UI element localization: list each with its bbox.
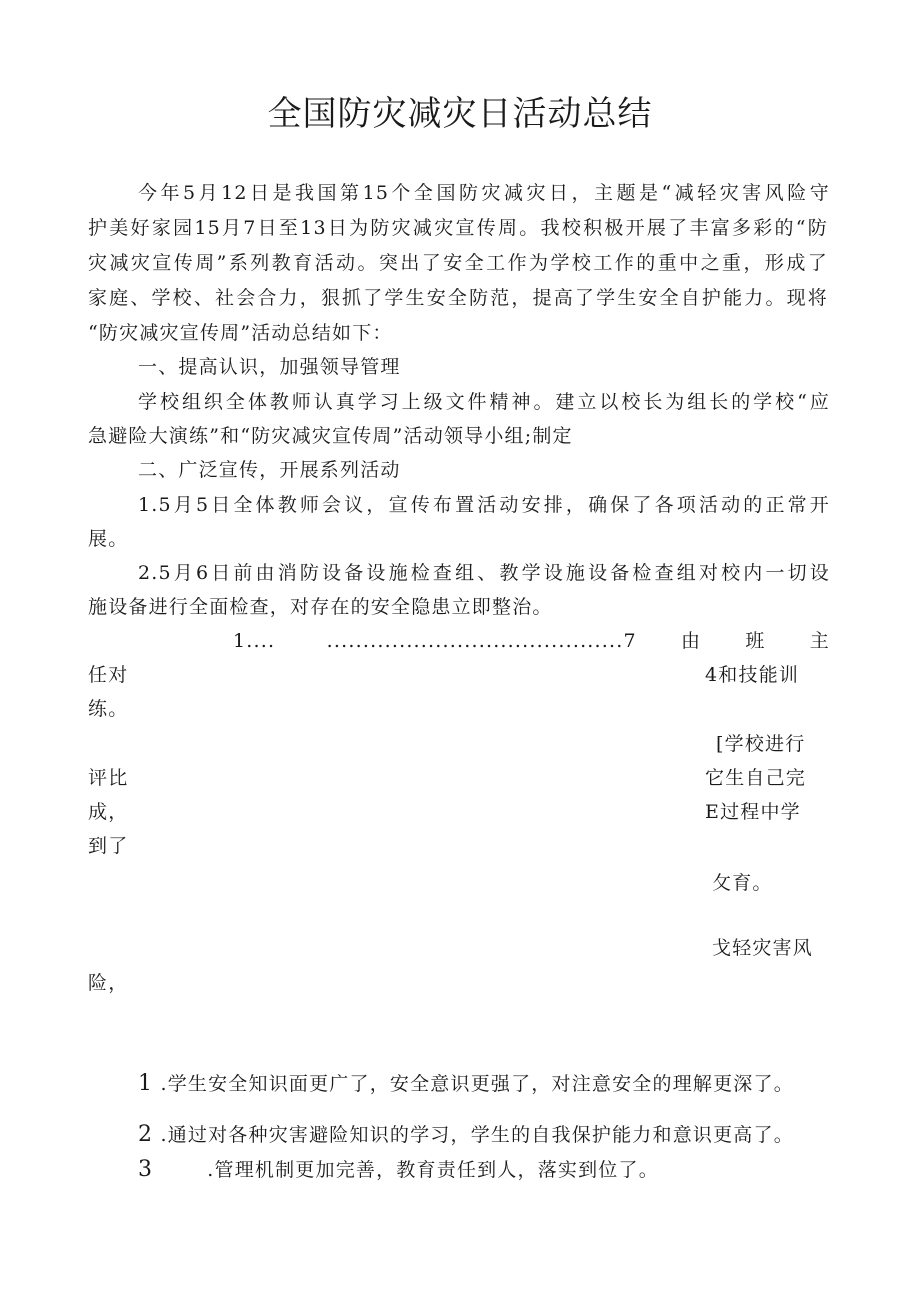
result-text-3: .管理机制更加完善，教育责任到人，落实到位了。: [207, 1159, 659, 1181]
result-number-2: 2: [138, 1122, 154, 1147]
section2-item2-line-1: 2.5月6日前由消防设备设施检查组、教学设施设备检查组对校内一切设: [138, 562, 830, 584]
fragment-right-5: E过程中学: [705, 801, 801, 823]
result-text-1: .学生安全知识面更广了，安全意识更强了，对注意安全的理解更深了。: [160, 1073, 794, 1095]
result-item-2: [138, 1123, 794, 1147]
intro-line-5: “防灾减灾宣传周”活动总结如下：: [88, 322, 393, 344]
fragment-right-7: 攵育。: [712, 872, 773, 894]
document-title: 全国防灾减灾日活动总结: [267, 94, 653, 134]
toc-fragment-line: 1.... .........................................7由班主: [233, 630, 830, 652]
fragment-right-1: 4和技能训: [705, 664, 800, 686]
fragment-left-1: 任对: [88, 664, 129, 686]
fragment-left-5: 成，: [88, 801, 129, 823]
intro-line-3: 灾减灾宣传周”系列教育活动。突出了安全工作为学校工作的重中之重，形成了: [88, 252, 828, 274]
section2-item1-line-1: 1.5月5日全体教师会议，宣传布置活动安排，确保了各项活动的正常开: [138, 494, 830, 516]
fragment-left-6: 到了: [88, 835, 129, 857]
intro-line-4: 家庭、学校、社会合力，狠抓了学生安全防范，提高了学生安全自护能力。现将: [88, 287, 828, 309]
fragment-left-9: 险，: [88, 972, 129, 994]
fragment-left-4: 评比: [88, 767, 129, 789]
section2-item2-line-2: 施设备进行全面检查，对存在的安全隐患立即整治。: [88, 596, 553, 618]
intro-line-1: 今年5月12日是我国第15个全国防灾减灾日，主题是“减轻灾害风险守: [138, 182, 830, 204]
result-number-3: 3: [138, 1157, 154, 1182]
result-item-3: [138, 1158, 659, 1182]
fragment-right-4: 它生自己完: [705, 767, 807, 789]
intro-line-2: 护美好家园15月7日至13日为防灾减灾宣传周。我校积极开展了丰富多彩的“防: [88, 217, 828, 239]
result-text-2: .通过对各种灾害避险知识的学习，学生的自我保护能力和意识更高了。: [160, 1124, 794, 1146]
section2-item1-line-2: 展。: [88, 528, 129, 550]
fragment-right-8: 戈轻灾害风: [712, 937, 814, 959]
section1-line-2: 急避险大演练”和“防灾减灾宣传周”活动领导小组;制定: [88, 425, 573, 447]
fragment-left-2: 练。: [88, 698, 129, 720]
fragment-right-3: [学校进行: [716, 733, 806, 755]
section2-heading: 二、广泛宣传，开展系列活动: [138, 459, 401, 481]
section1-line-1: 学校组织全体教师认真学习上级文件精神。建立以校长为组长的学校“应: [138, 391, 830, 413]
section1-heading: 一、提高认识，加强领导管理: [138, 356, 401, 378]
result-item-1: [138, 1072, 794, 1096]
result-number-1: 1: [138, 1071, 154, 1096]
